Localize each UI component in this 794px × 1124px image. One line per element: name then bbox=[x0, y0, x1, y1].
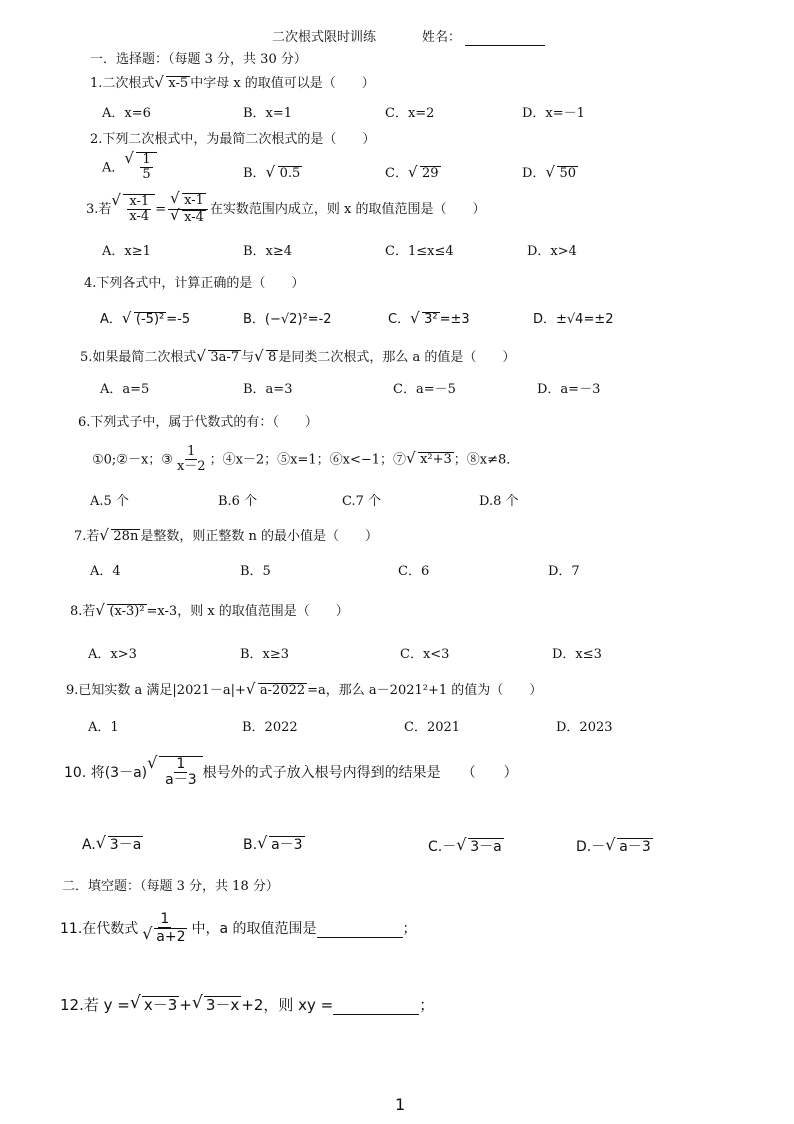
q12-post: +2，则 xy = bbox=[241, 996, 334, 1014]
q10-post: 根号外的式子放入根号内得到的结果是 （ ） bbox=[202, 764, 518, 781]
q4-option-c[interactable] bbox=[388, 308, 470, 328]
q2-option-b[interactable] bbox=[243, 162, 302, 182]
q5-radicand-2: 8 bbox=[268, 350, 277, 365]
q7-radicand: 28n bbox=[113, 529, 139, 544]
q11-post: 中，a 的取值范围是 bbox=[191, 920, 317, 937]
q11-answer-blank[interactable] bbox=[317, 921, 403, 938]
q10-a-radicand: 3－a bbox=[109, 837, 142, 853]
q8-post: =x-3，则 x 的取值范围是（ ） bbox=[146, 604, 349, 619]
q5-post: 是同类二次根式，那么 a 的值是（ ） bbox=[278, 350, 516, 365]
q7-option-d[interactable]: D．7 bbox=[548, 564, 580, 579]
q12-pre: 12.若 y = bbox=[60, 996, 130, 1014]
q10-d-radicand: a－3 bbox=[619, 839, 651, 855]
q2-a-num: √ 1 bbox=[142, 152, 151, 167]
name-label: 姓名： bbox=[422, 30, 462, 45]
q10-b-radical bbox=[259, 836, 305, 853]
q5-option-c[interactable]: C．a=－5 bbox=[393, 382, 456, 397]
q2-option-a[interactable] bbox=[102, 152, 157, 183]
q9-pre: 9.已知实数 a 满足|2021－a|+ bbox=[66, 683, 246, 698]
title-text: 二次根式限时训练 bbox=[272, 30, 377, 45]
q10-d-label: D.－ bbox=[576, 839, 606, 855]
q7-pre: 7.若 bbox=[74, 529, 100, 544]
q1-radicand: x-5 bbox=[168, 76, 189, 91]
q12-radicand-1: x－3 bbox=[143, 996, 178, 1014]
q12-radical-1 bbox=[132, 996, 179, 1014]
q2-option-d[interactable] bbox=[522, 162, 578, 182]
q6-option-a[interactable]: A.5 个 bbox=[90, 494, 129, 509]
q2-c-radical bbox=[410, 166, 441, 182]
q3-radical-left bbox=[113, 194, 155, 225]
q6-option-c[interactable]: C.7 个 bbox=[342, 494, 382, 509]
name-field bbox=[422, 26, 545, 46]
q3-eq: = bbox=[155, 201, 167, 217]
q12-radical-2 bbox=[194, 996, 241, 1014]
q3-left-num: √ x-1 bbox=[129, 193, 150, 209]
question-2: 2.下列二次根式中，为最简二次根式的是（ ） bbox=[90, 132, 376, 147]
q3-option-b[interactable]: B．x≥4 bbox=[243, 244, 293, 259]
q10-b-radicand: a－3 bbox=[271, 837, 303, 853]
q1-radical bbox=[156, 76, 190, 92]
q9-option-a[interactable]: A．1 bbox=[88, 720, 119, 735]
q9-option-b[interactable]: B．2022 bbox=[242, 720, 298, 735]
q4-option-b[interactable]: B．(−√2)²=-2 bbox=[243, 312, 332, 327]
q10-frac-den: a－3 bbox=[165, 772, 197, 789]
q2-c-label: C． bbox=[385, 166, 408, 181]
q2-d-label: D． bbox=[522, 166, 546, 181]
question-8 bbox=[70, 600, 349, 620]
q10-b-label: B. bbox=[243, 837, 258, 853]
q10-option-b[interactable] bbox=[243, 836, 305, 853]
q12-radicand-2: 3－x bbox=[205, 996, 240, 1014]
q1-option-c[interactable]: C．x=2 bbox=[385, 106, 435, 121]
q3-option-d[interactable]: D．x>4 bbox=[527, 244, 577, 259]
q11-frac-num: 1 bbox=[160, 911, 170, 927]
q4-c-post: =±3 bbox=[439, 312, 470, 327]
q8-option-d[interactable]: D．x≤3 bbox=[552, 647, 602, 662]
q8-pre: 8.若 bbox=[70, 604, 96, 619]
q6-frac-den: x－2 bbox=[176, 459, 206, 475]
q12-end: ； bbox=[419, 996, 435, 1014]
q10-d-radical bbox=[607, 838, 653, 855]
q2-option-c[interactable] bbox=[385, 162, 441, 182]
q3-option-c[interactable]: C．1≤x≤4 bbox=[385, 244, 454, 259]
q9-option-c[interactable]: C．2021 bbox=[404, 720, 461, 735]
q4-a-label: A． bbox=[100, 312, 122, 327]
question-6: 6.下列式子中，属于代数式的有：（ ） bbox=[78, 415, 318, 430]
q9-option-d[interactable]: D．2023 bbox=[556, 720, 613, 735]
q10-c-radicand: 3－a bbox=[470, 839, 502, 855]
question-12 bbox=[60, 994, 434, 1015]
q6-frac-num: 1 bbox=[187, 444, 196, 459]
q7-option-a[interactable]: A．4 bbox=[90, 564, 121, 579]
q2-b-radical bbox=[268, 166, 303, 182]
q5-option-b[interactable]: B．a=3 bbox=[243, 382, 293, 397]
q1-pre: 1.二次根式 bbox=[90, 76, 155, 91]
page-number: 1 bbox=[395, 1095, 406, 1114]
question-10 bbox=[64, 756, 518, 789]
q10-c-radical bbox=[458, 838, 504, 855]
q1-option-d[interactable]: D．x=－1 bbox=[522, 106, 585, 121]
q5-pre: 5.如果最简二次根式 bbox=[80, 350, 197, 365]
q6-expressions bbox=[92, 445, 519, 475]
q2-d-radical bbox=[547, 166, 578, 182]
question-7 bbox=[74, 525, 378, 545]
q4-c-label: C． bbox=[388, 312, 411, 327]
q2-b-label: B． bbox=[243, 166, 266, 181]
q4-a-radical bbox=[124, 312, 166, 328]
question-3 bbox=[86, 193, 485, 226]
q8-radicand: (x-3)² bbox=[109, 604, 145, 619]
q5-option-d[interactable]: D．a=－3 bbox=[537, 382, 601, 397]
q9-post: =a，那么 a－2021²+1 的值为（ ） bbox=[307, 683, 543, 698]
q12-answer-blank[interactable] bbox=[333, 996, 419, 1015]
q10-option-d[interactable] bbox=[576, 836, 653, 856]
q7-option-b[interactable]: B．5 bbox=[240, 564, 271, 579]
question-9 bbox=[66, 679, 542, 699]
q3-fraction-right bbox=[168, 193, 208, 226]
q2-a-label: A． bbox=[102, 160, 125, 176]
q10-pre: 10. 将(3－a) bbox=[64, 764, 148, 781]
q1-post: 中字母 x 的取值可以是（ ） bbox=[190, 76, 375, 91]
q6-option-b[interactable]: B.6 个 bbox=[218, 494, 258, 509]
q3-pre: 3.若 bbox=[86, 201, 112, 217]
q11-fraction bbox=[140, 912, 189, 946]
q6-expr-3: ；⑧x≠8． bbox=[453, 452, 520, 468]
q10-a-radical bbox=[98, 836, 144, 853]
q3-post: 在实数范围内成立，则 x 的取值范围是（ ） bbox=[209, 201, 486, 217]
q8-radical bbox=[97, 604, 146, 620]
q4-a-post: =-5 bbox=[166, 312, 191, 327]
q3-right-num: x-1 bbox=[184, 193, 204, 208]
q10-option-c[interactable] bbox=[428, 836, 504, 856]
q11-frac-den: a+2 bbox=[156, 929, 186, 946]
q5-radical-2 bbox=[256, 350, 278, 366]
q11-end: ； bbox=[402, 920, 417, 937]
q6-expr-1: ①0;②－x；③ bbox=[92, 452, 173, 468]
q4-c-radical bbox=[412, 312, 439, 328]
q7-option-c[interactable]: C．6 bbox=[398, 564, 430, 579]
q5-option-a[interactable]: A．a=5 bbox=[100, 382, 150, 397]
q3-left-den: x-4 bbox=[129, 208, 150, 224]
q5-mid: 与 bbox=[241, 350, 255, 365]
q4-c-radicand: 3² bbox=[424, 312, 438, 327]
q10-option-a[interactable] bbox=[82, 836, 143, 853]
section2-heading: 二．填空题：（每题 3 分，共 18 分） bbox=[62, 879, 279, 894]
q8-option-b[interactable]: B．x≥3 bbox=[240, 647, 290, 662]
q2-a-den: 5 bbox=[142, 167, 151, 183]
q9-radical bbox=[248, 683, 307, 699]
q5-radical-1 bbox=[198, 350, 241, 366]
q10-frac-num: √ 1 bbox=[176, 756, 186, 772]
q11-pre: 11.在代数式 bbox=[60, 920, 139, 937]
question-5 bbox=[80, 346, 515, 366]
q4-option-a[interactable] bbox=[100, 308, 190, 328]
page-title bbox=[272, 26, 376, 45]
q2-c-radicand: 29 bbox=[421, 166, 439, 181]
q6-option-d[interactable]: D.8 个 bbox=[479, 494, 519, 509]
q6-radical bbox=[408, 452, 454, 468]
q6-radicand: x²+3 bbox=[420, 452, 452, 468]
question-1 bbox=[90, 72, 375, 92]
q10-c-label: C.－ bbox=[428, 839, 457, 855]
q4-a-radicand: (-5)² bbox=[135, 312, 165, 327]
q9-radicand: a-2022 bbox=[259, 683, 306, 698]
q12-plus: + bbox=[179, 996, 192, 1014]
q7-radical bbox=[101, 529, 140, 545]
q8-option-c[interactable]: C．x<3 bbox=[400, 647, 450, 662]
section1-heading: 一．选择题：（每题 3 分，共 30 分） bbox=[90, 52, 307, 67]
q1-option-a[interactable]: A．x=6 bbox=[102, 106, 151, 121]
question-11 bbox=[60, 912, 417, 946]
q10-radical bbox=[149, 756, 203, 789]
q7-post: 是整数，则正整数 n 的最小值是（ ） bbox=[140, 529, 378, 544]
q2-b-radicand: 0.5 bbox=[279, 166, 301, 181]
q4-option-d[interactable]: D．±√4=±2 bbox=[533, 312, 614, 327]
q3-right-den: x-4 bbox=[184, 209, 204, 225]
q3-option-a[interactable]: A．x≥1 bbox=[102, 244, 151, 259]
q6-expr-2: ；④x－2；⑤x=1；⑥x<−1；⑦ bbox=[209, 452, 407, 468]
q2-d-radicand: 50 bbox=[559, 166, 576, 181]
question-4: 4.下列各式中，计算正确的是（ ） bbox=[84, 276, 305, 291]
q1-option-b[interactable]: B．x=1 bbox=[243, 106, 293, 121]
q6-fraction bbox=[175, 445, 208, 475]
q5-radicand-1: 3a-7 bbox=[210, 350, 240, 365]
q10-a-label: A. bbox=[82, 837, 96, 853]
name-blank[interactable] bbox=[465, 30, 545, 46]
q8-option-a[interactable]: A．x>3 bbox=[88, 647, 137, 662]
q2-a-radical bbox=[126, 152, 156, 183]
